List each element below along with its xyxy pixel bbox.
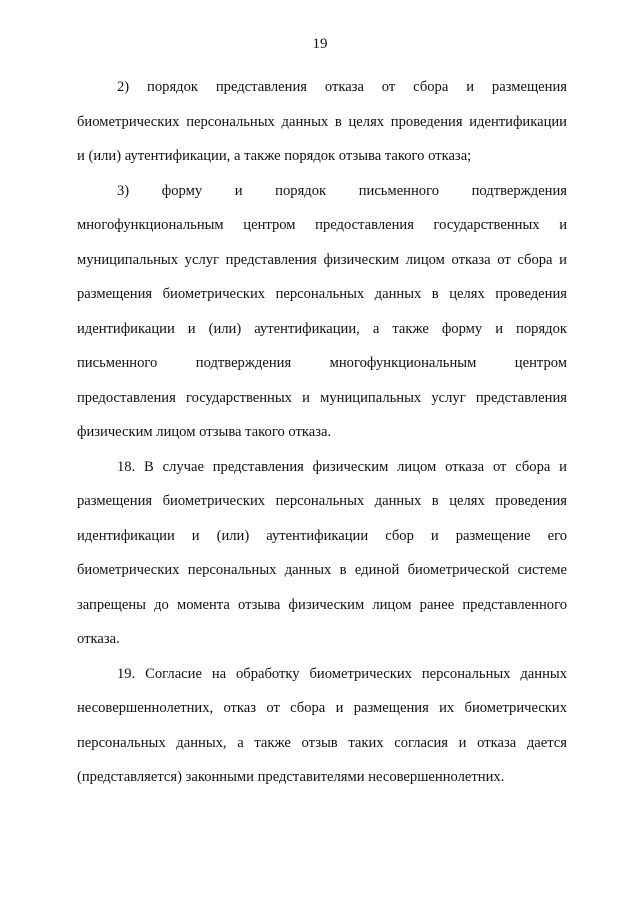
text-line: отказа.	[77, 631, 120, 647]
text-line: идентификации и (или) аутентификации сбор и размещение его	[77, 527, 567, 544]
text-line: муниципальных услуг представления физическим лицом отказа от сбора и	[77, 251, 567, 268]
text-line: запрещены до момента отзыва физическим лицом ранее представленного	[77, 596, 567, 613]
text-line: размещения биометрических персональных данных в целях проведения	[77, 493, 567, 509]
page-number: 19	[312, 36, 328, 52]
text-line: 19. Согласие на обработку биометрических персональных данных	[117, 665, 567, 682]
paragraph-item-3	[77, 174, 567, 450]
text-line: биометрических персональных данных в целях проведения идентификации	[77, 113, 567, 130]
text-line: письменного подтверждения многофункциональным центром	[77, 355, 567, 371]
document-body	[77, 70, 567, 795]
text-line: размещения биометрических персональных данных в целях проведения	[77, 286, 567, 302]
text-line: многофункциональным центром предоставления государственных и	[77, 217, 567, 233]
text-line: персональных данных, а также отзыв таких согласия и отказа дается	[77, 734, 567, 751]
paragraph-clause-19	[77, 657, 567, 795]
text-line: 2) порядок представления отказа от сбора и размещения	[117, 79, 567, 95]
text-line: биометрических персональных данных в единой биометрической системе	[77, 562, 567, 578]
text-line: и (или) аутентификации, а также порядок отзыва такого отказа;	[77, 148, 472, 164]
text-line: 18. В случае представления физическим лицом отказа от сбора и	[117, 458, 567, 475]
text-line: (представляется) законными представителями несовершеннолетних.	[77, 769, 505, 785]
paragraph-clause-18	[77, 450, 567, 657]
paragraph-item-2	[77, 70, 567, 174]
text-line: несовершеннолетних, отказ от сбора и размещения их биометрических	[77, 700, 567, 716]
text-line: предоставления государственных и муниципальных услуг представления	[77, 389, 567, 406]
text-line: идентификации и (или) аутентификации, а также форму и порядок	[77, 320, 567, 337]
text-line: 3) форму и порядок письменного подтверждения	[117, 182, 567, 199]
text-line: физическим лицом отзыва такого отказа.	[77, 424, 332, 440]
